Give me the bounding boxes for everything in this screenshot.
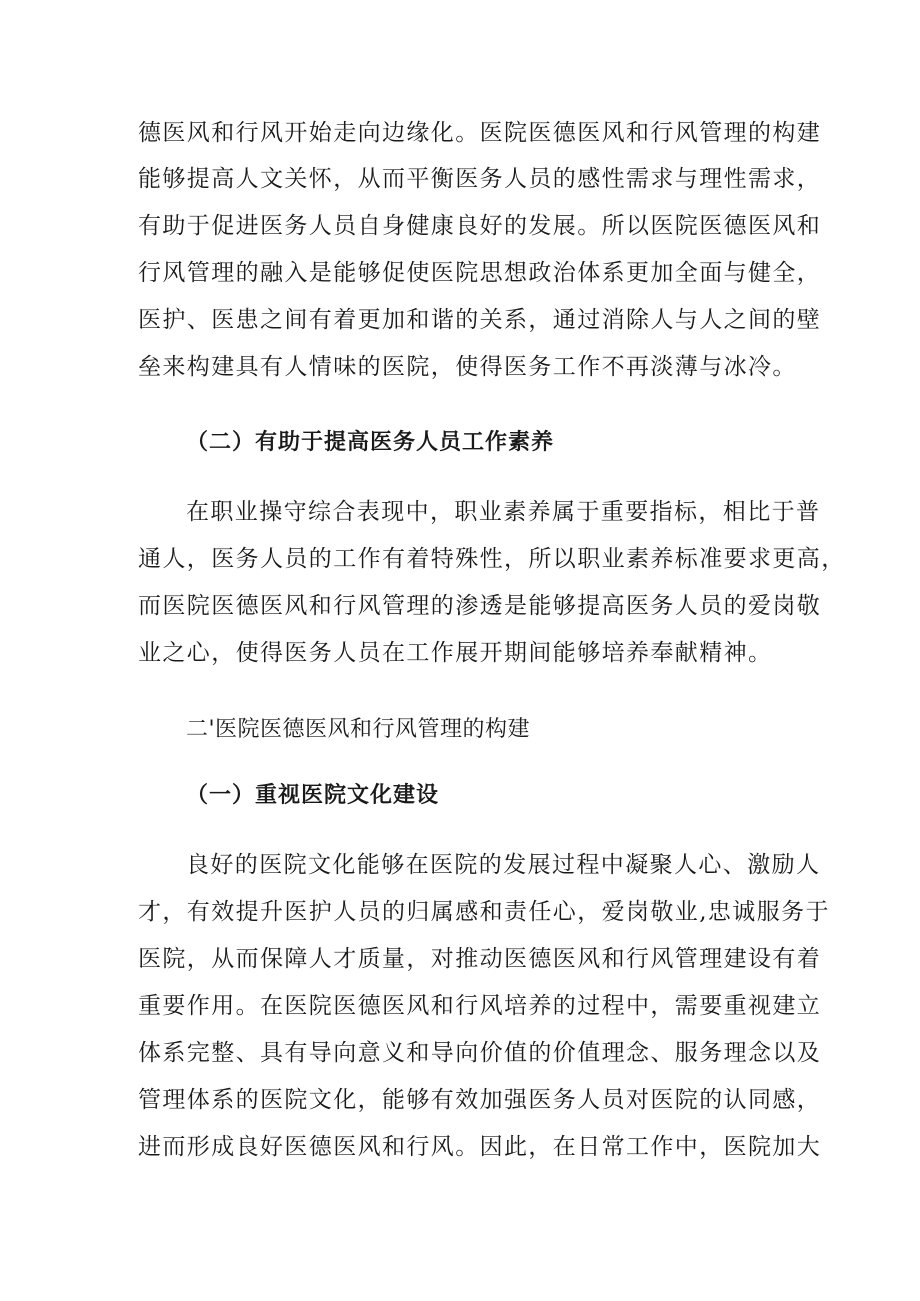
paragraph-line: 业之心，使得医务人员在工作展开期间能够培养奉献精神。 bbox=[138, 640, 773, 666]
paragraph-line: 医护、医患之间有着更加和谐的关系，通过消除人与人之间的壁 bbox=[138, 307, 822, 333]
paragraph-line: 体系完整、具有导向意义和导向价值的价值理念、服务理念以及 bbox=[138, 1040, 822, 1066]
paragraph-line: 有助于促进医务人员自身健康良好的发展。所以医院医德医风和 bbox=[138, 213, 822, 239]
section-heading: 二'医院医德医风和行风管理的构建 bbox=[186, 717, 531, 742]
subsection-heading: （一）重视医院文化建设 bbox=[186, 782, 440, 808]
paragraph-line: 能够提高人文关怀，从而平衡医务人员的感性需求与理性需求， bbox=[138, 166, 822, 192]
paragraph-line: 而医院医德医风和行风管理的渗透是能够提高医务人员的爱岗敬 bbox=[138, 593, 822, 619]
paragraph-line: 良好的医院文化能够在医院的发展过程中凝聚人心、激励人 bbox=[186, 852, 821, 878]
paragraph-line: 进而形成良好医德医风和行风。因此，在日常工作中，医院加大 bbox=[138, 1134, 822, 1160]
subsection-heading: （二）有助于提高医务人员工作素养 bbox=[186, 429, 555, 455]
paragraph-line: 医院，从而保障人才质量，对推动医德医风和行风管理建设有着 bbox=[138, 946, 822, 972]
paragraph-line: 在职业操守综合表现中，职业素养属于重要指标，相比于普 bbox=[186, 499, 821, 525]
paragraph-line: 通人，医务人员的工作有着特殊性，所以职业素养标准要求更高， bbox=[138, 546, 846, 572]
paragraph-line: 行风管理的融入是能够促使医院思想政治体系更加全面与健全， bbox=[138, 260, 822, 286]
paragraph-line: 垒来构建具有人情味的医院，使得医务工作不再淡薄与冰冷。 bbox=[138, 354, 797, 380]
paragraph-line: 重要作用。在医院医德医风和行风培养的过程中，需要重视建立 bbox=[138, 993, 822, 1019]
paragraph-line: 管理体系的医院文化，能够有效加强医务人员对医院的认同感， bbox=[138, 1087, 822, 1113]
paragraph-line: 才，有效提升医护人员的归属感和责任心，爱岗敬业,忠诚服务于 bbox=[138, 899, 830, 925]
paragraph-line: 德医风和行风开始走向边缘化。医院医德医风和行风管理的构建 bbox=[138, 120, 822, 146]
